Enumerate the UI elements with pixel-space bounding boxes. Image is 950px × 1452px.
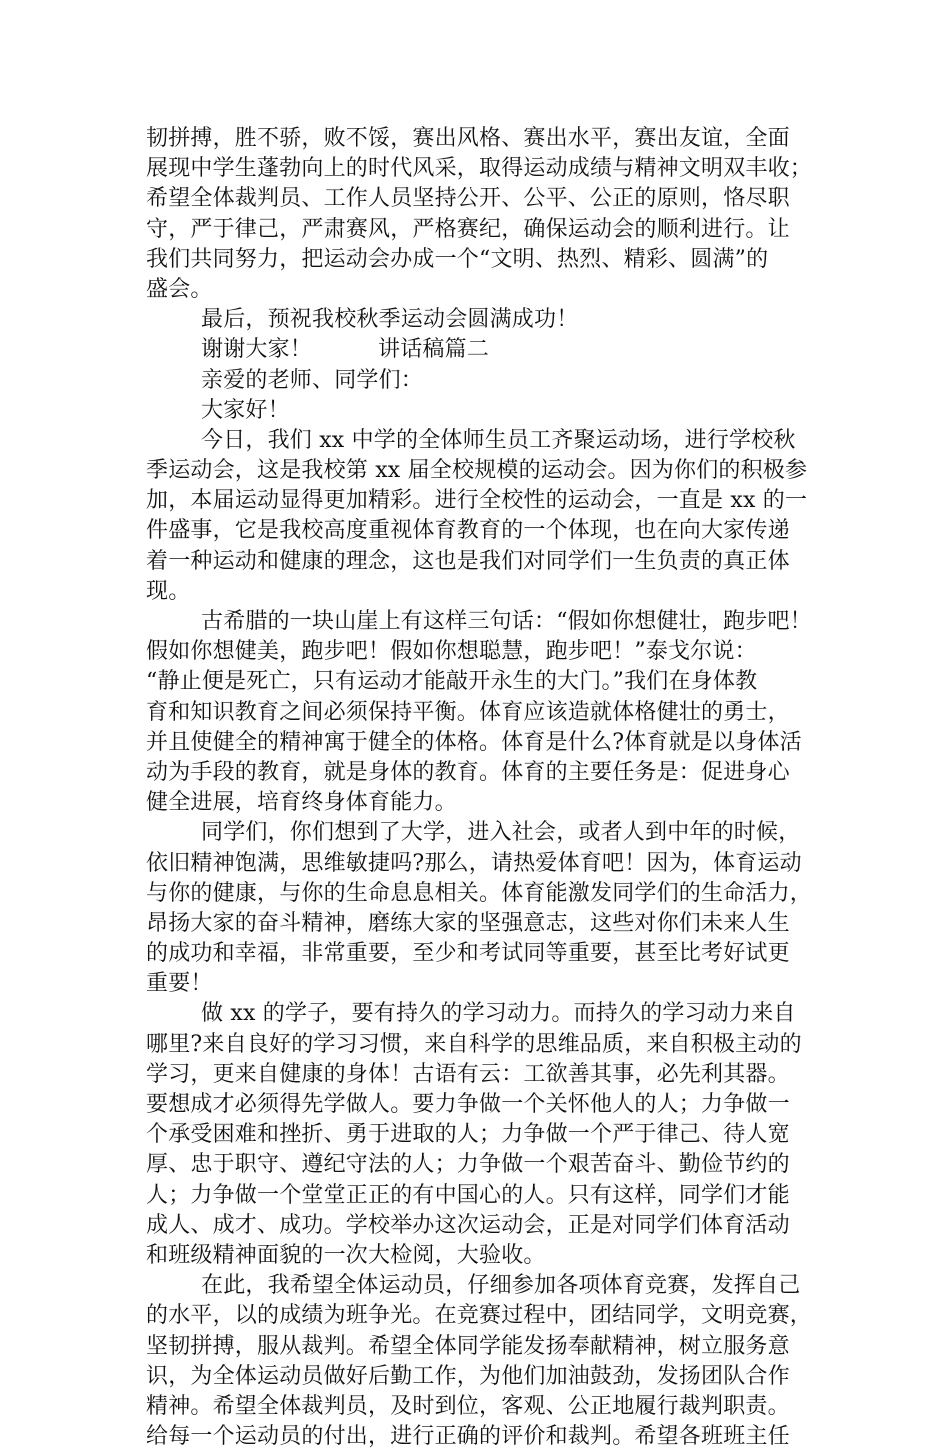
text-line: 厚、忠于职守、遵纪守法的人；力争做一个艰苦奋斗、勤俭节约的 [146,1152,790,1178]
document-body [146,124,836,1452]
text-line: 人；力争做一个堂堂正正的有中国心的人。只有这样，同学们才能 [146,1182,790,1208]
text-line: 依旧精神饱满，思维敏捷吗?那么，请热爱体育吧！因为，体育运动 [146,850,802,876]
text-line: 哪里?来自良好的学习习惯，来自科学的思维品质，来自积极主动的 [146,1031,802,1057]
text-line: 给每一个运动员的付出，进行正确的评价和裁判。希望各班班主任 [146,1424,790,1450]
text-line: 动为手段的教育，就是身体的教育。体育的主要任务是：促进身心 [146,759,790,785]
text-line: 最后，预祝我校秋季运动会圆满成功！ [201,307,579,333]
text-line: 今日，我们 xx 中学的全体师生员工齐聚运动场，进行学校秋 [201,427,796,453]
text-line: “静止便是死亡，只有运动才能敲开永生的大门。”我们在身体教 [146,669,758,695]
text-line: 假如你想健美，跑步吧！假如你想聪慧，跑步吧！”泰戈尔说： [146,639,757,665]
text-line: 健全进展，培育终身体育能力。 [146,790,457,816]
text-line: 昂扬大家的奋斗精神，磨练大家的坚强意志，这些对你们未来人生 [146,910,790,936]
text-line: 我们共同努力，把运动会办成一个“文明、热烈、精彩、圆满”的 [146,246,769,272]
text-line: 守，严于律己，严肃赛风，严格赛纪，确保运动会的顺利进行。让 [146,216,790,242]
text-line: 育和知识教育之间必须保持平衡。体育应该造就体格健壮的勇士， [146,699,790,725]
thanks-text: 谢谢大家！ [201,337,313,363]
text-line: 着一种运动和健康的理念，这也是我们对同学们一生负责的真正体 [146,548,790,574]
text-line: 季运动会，这是我校第 xx 届全校规模的运动会。因为你们的积极参 [146,458,808,484]
text-line: 在此，我希望全体运动员，仔细参加各项体育竞赛，发挥自己 [201,1273,801,1299]
text-line: 希望全体裁判员、工作人员坚持公开、公平、公正的原则，恪尽职 [146,186,790,212]
text-line: 成人、成才、成功。学校举办这次运动会，正是对同学们体育活动 [146,1212,790,1238]
text-line: 要想成才必须得先学做人。要力争做一个关怀他人的人；力争做一 [146,1092,790,1117]
text-line: 与你的健康，与你的生命息息相关。体育能激发同学们的生命活力， [146,880,813,906]
text-line: 古希腊的一块山崖上有这样三句话：“假如你想健壮，跑步吧！ [201,609,812,634]
text-line: 精神。希望全体裁判员，及时到位，客观、公正地履行裁判职责。 [146,1393,790,1419]
text-line: 做 xx 的学子，要有持久的学习动力。而持久的学习动力来自 [201,1001,796,1027]
text-line: 现。 [146,578,191,604]
greeting: 大家好！ [201,397,290,423]
text-line: 同学们，你们想到了大学，进入社会，或者人到中年的时候， [201,820,801,846]
text-line: 盛会。 [146,276,213,302]
text-line: 韧拼搏，胜不骄，败不馁，赛出风格、赛出水平，赛出友谊，全面 [146,126,790,151]
text-line: 的成功和幸福，非常重要，至少和考试同等重要，甚至比考好试更 [146,941,790,967]
text-line: 的水平，以的成绩为班争光。在竞赛过程中，团结同学，文明竞赛， [146,1303,813,1329]
text-line: 坚韧拼搏，服从裁判。希望全体同学能发扬奉献精神，树立服务意 [146,1333,790,1359]
text-line: 和班级精神面貌的一次大检阅，大验收。 [146,1242,546,1268]
text-line: 重要！ [146,971,213,997]
text-line: 加，本届运动显得更加精彩。进行全校性的运动会，一直是 xx 的一 [146,488,808,514]
text-line: 学习，更来自健康的身体！古语有云：工欲善其事，必先利其器。 [146,1061,790,1087]
text-line: 个承受困难和挫折、勇于进取的人；力争做一个严于律己、待人宽 [146,1122,790,1148]
section-heading: 讲话稿篇二 [378,337,490,363]
closing-line [146,335,836,365]
text-line: 件盛事，它是我校高度重视体育教育的一个体现，也在向大家传递 [146,518,790,544]
text-line: 识，为全体运动员做好后勤工作，为他们加油鼓劲，发扬团队合作 [146,1363,790,1389]
text-line: 并且使健全的精神寓于健全的体格。体育是什么?体育就是以身体活 [146,729,802,755]
text-line: 展现中学生蓬勃向上的时代风采，取得运动成绩与精神文明双丰收； [146,156,813,182]
salutation: 亲爱的老师、同学们： [201,367,424,393]
